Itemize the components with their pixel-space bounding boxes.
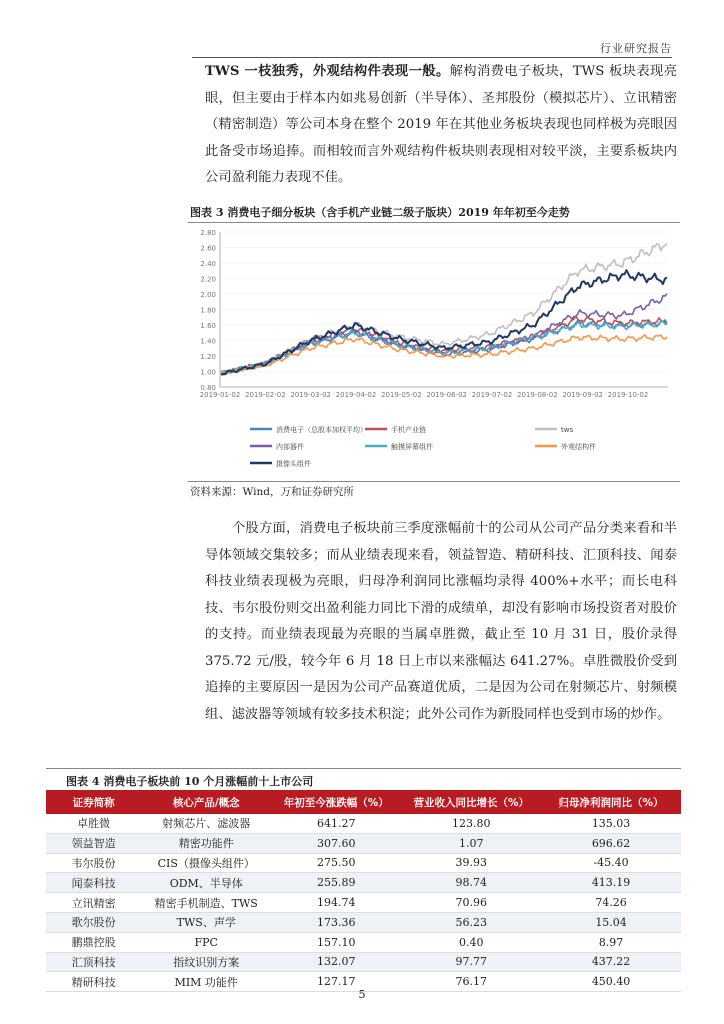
legend-label: 摄像头组件 (276, 460, 311, 468)
table-row (46, 932, 681, 952)
cell: 74.26 (541, 893, 681, 913)
legend-label: 内部器件 (276, 443, 304, 451)
table-row (46, 833, 681, 853)
cell: 闻泰科技 (46, 873, 141, 893)
figure4-divider (46, 768, 681, 769)
cell: 641.27 (271, 814, 401, 833)
cell: FPC (141, 932, 271, 952)
paragraph-stocks (205, 516, 677, 728)
col-header: 年初至今涨跌幅（%） (271, 790, 401, 814)
x-tick-label: 2019-09-02 (562, 391, 604, 399)
table-row (46, 912, 681, 932)
cell: 精研科技 (46, 972, 141, 992)
x-tick-label: 2019-02-02 (244, 391, 286, 399)
figure3-source: 资料来源：Wind，万和证券研究所 (190, 486, 354, 498)
cell: 132.07 (271, 952, 401, 972)
y-tick-label: 1.00 (200, 368, 216, 377)
cell: 157.10 (271, 932, 401, 952)
report-header: 行业研究报告 (600, 42, 672, 55)
cell: 255.89 (271, 873, 401, 893)
paragraph-lead: TWS 一枝独秀，外观结构件表现一般。 (205, 64, 450, 79)
cell: 精密手机制造、TWS (141, 893, 271, 913)
x-tick-label: 2019-07-02 (471, 391, 513, 399)
cell: 194.74 (271, 893, 401, 913)
cell: 领益智造 (46, 833, 141, 853)
figure4-title: 图表 4 消费电子板块前 10 个月涨幅前十上市公司 (66, 775, 314, 788)
top10-table (46, 790, 681, 992)
y-tick-label: 2.20 (200, 275, 216, 284)
source-divider (188, 481, 680, 482)
series-line (221, 294, 667, 374)
legend-label: 触摸屏幕组件 (391, 443, 433, 451)
cell: 173.36 (271, 912, 401, 932)
x-tick-label: 2019-08-02 (516, 391, 558, 399)
y-tick-label: 2.80 (200, 229, 216, 237)
paragraph-stocks-text: 个股方面，消费电子板块前三季度涨幅前十的公司从公司产品分类来看和半导体领域交集较多；而从业绩表现来看，领益智造、精研科技、汇顶科技、闻泰科技业绩表现极为亮眼，归母净利润同比涨幅均录得 400%+水平；而长电科技、韦尔股份则交出盈利能力同比下滑的成绩单，却没有影响市场投资者对股价的支持。而业绩表现最为亮眼的当属卓胜微，截止至 10 月 31 日，股价录得 375.72 元/股，较今年 6 月 18 日上市以来涨幅达 641.27%。卓胜微股价受到追捧的主要原因一是因为公司产品赛道优质，二是因为公司在射频芯片、射频模组、滤波器等领域有较多技术积淀；此外公司作为新股同样也受到市场的炒作。 (205, 521, 677, 722)
col-header: 核心产品/概念 (141, 790, 271, 814)
cell: CIS（摄像头组件） (141, 853, 271, 873)
figure3-chart (190, 224, 680, 479)
cell: 413.19 (541, 873, 681, 893)
cell: 15.04 (541, 912, 681, 932)
cell: 127.17 (271, 972, 401, 992)
cell: 98.74 (401, 873, 541, 893)
cell: 135.03 (541, 814, 681, 833)
cell: 123.80 (401, 814, 541, 833)
table-row (46, 853, 681, 873)
cell: 0.40 (401, 932, 541, 952)
y-tick-label: 2.40 (200, 260, 216, 268)
cell: 精密功能件 (141, 833, 271, 853)
cell: 指纹识别方案 (141, 952, 271, 972)
figure3-title: 图表 3 消费电子细分板块（含手机产业链二级子版块）2019 年年初至今走势 (190, 206, 570, 219)
y-tick-label: 2.00 (200, 291, 216, 299)
cell: 307.60 (271, 833, 401, 853)
legend-label: 外观结构件 (561, 443, 596, 451)
table-header-row (46, 790, 681, 814)
y-tick-label: 1.60 (200, 322, 216, 330)
cell: 射频芯片、滤波器 (141, 814, 271, 833)
cell: 鹏鼎控股 (46, 932, 141, 952)
col-header: 证券简称 (46, 790, 141, 814)
cell: 1.07 (401, 833, 541, 853)
x-tick-label: 2019-04-02 (335, 391, 377, 399)
cell: 立讯精密 (46, 893, 141, 913)
cell: TWS、声学 (141, 912, 271, 932)
legend-label: 消费电子（总股本加权平均） (276, 426, 367, 434)
cell: 歌尔股份 (46, 912, 141, 932)
table-row (46, 873, 681, 893)
line-chart (190, 224, 680, 479)
x-tick-label: 2019-10-02 (607, 391, 649, 399)
header-divider (192, 57, 672, 58)
col-header: 归母净利润同比（%） (541, 790, 681, 814)
cell: 70.96 (401, 893, 541, 913)
series-line (221, 270, 667, 375)
table-row (46, 893, 681, 913)
cell: 275.50 (271, 853, 401, 873)
cell: 8.97 (541, 932, 681, 952)
y-tick-label: 1.40 (200, 337, 216, 346)
y-tick-label: 1.20 (200, 353, 216, 361)
cell: 76.17 (401, 972, 541, 992)
y-tick-label: 0.80 (200, 384, 216, 392)
x-tick-label: 2019-06-02 (426, 391, 468, 399)
cell: MIM 功能件 (141, 972, 271, 992)
cell: 汇顶科技 (46, 952, 141, 972)
col-header: 营业收入同比增长（%） (401, 790, 541, 814)
cell: 696.62 (541, 833, 681, 853)
cell: 39.93 (401, 853, 541, 873)
x-tick-label: 2019-01-02 (199, 391, 241, 399)
y-tick-label: 1.80 (200, 306, 216, 315)
x-tick-label: 2019-03-02 (290, 391, 332, 399)
paragraph-tws (205, 59, 677, 192)
paragraph-body: 解构消费电子板块，TWS 板块表现亮眼，但主要由于样本内如兆易创新（半导体）、圣邦股份（模拟芯片）、立讯精密（精密制造）等公司本身在整个 2019 年在其他业务板块表现也同样极为亮眼因此备受市场追捧。而相较而言外观结构件板块则表现相对较平淡，主要系板块内公司盈利能力表现不佳。 (205, 64, 677, 185)
table-row (46, 814, 681, 833)
cell: 450.40 (541, 972, 681, 992)
cell: 韦尔股份 (46, 853, 141, 873)
page-number: 5 (358, 988, 366, 1001)
cell: -45.40 (541, 853, 681, 873)
cell: 437.22 (541, 952, 681, 972)
cell: 56.23 (401, 912, 541, 932)
x-tick-label: 2019-05-02 (380, 391, 422, 399)
legend-label: tws (561, 426, 574, 434)
cell: ODM、半导体 (141, 873, 271, 893)
cell: 97.77 (401, 952, 541, 972)
y-tick-label: 2.60 (200, 244, 216, 253)
cell: 卓胜微 (46, 814, 141, 833)
table-row (46, 952, 681, 972)
legend-label: 手机产业链 (391, 426, 426, 434)
figure3-divider (188, 222, 680, 223)
